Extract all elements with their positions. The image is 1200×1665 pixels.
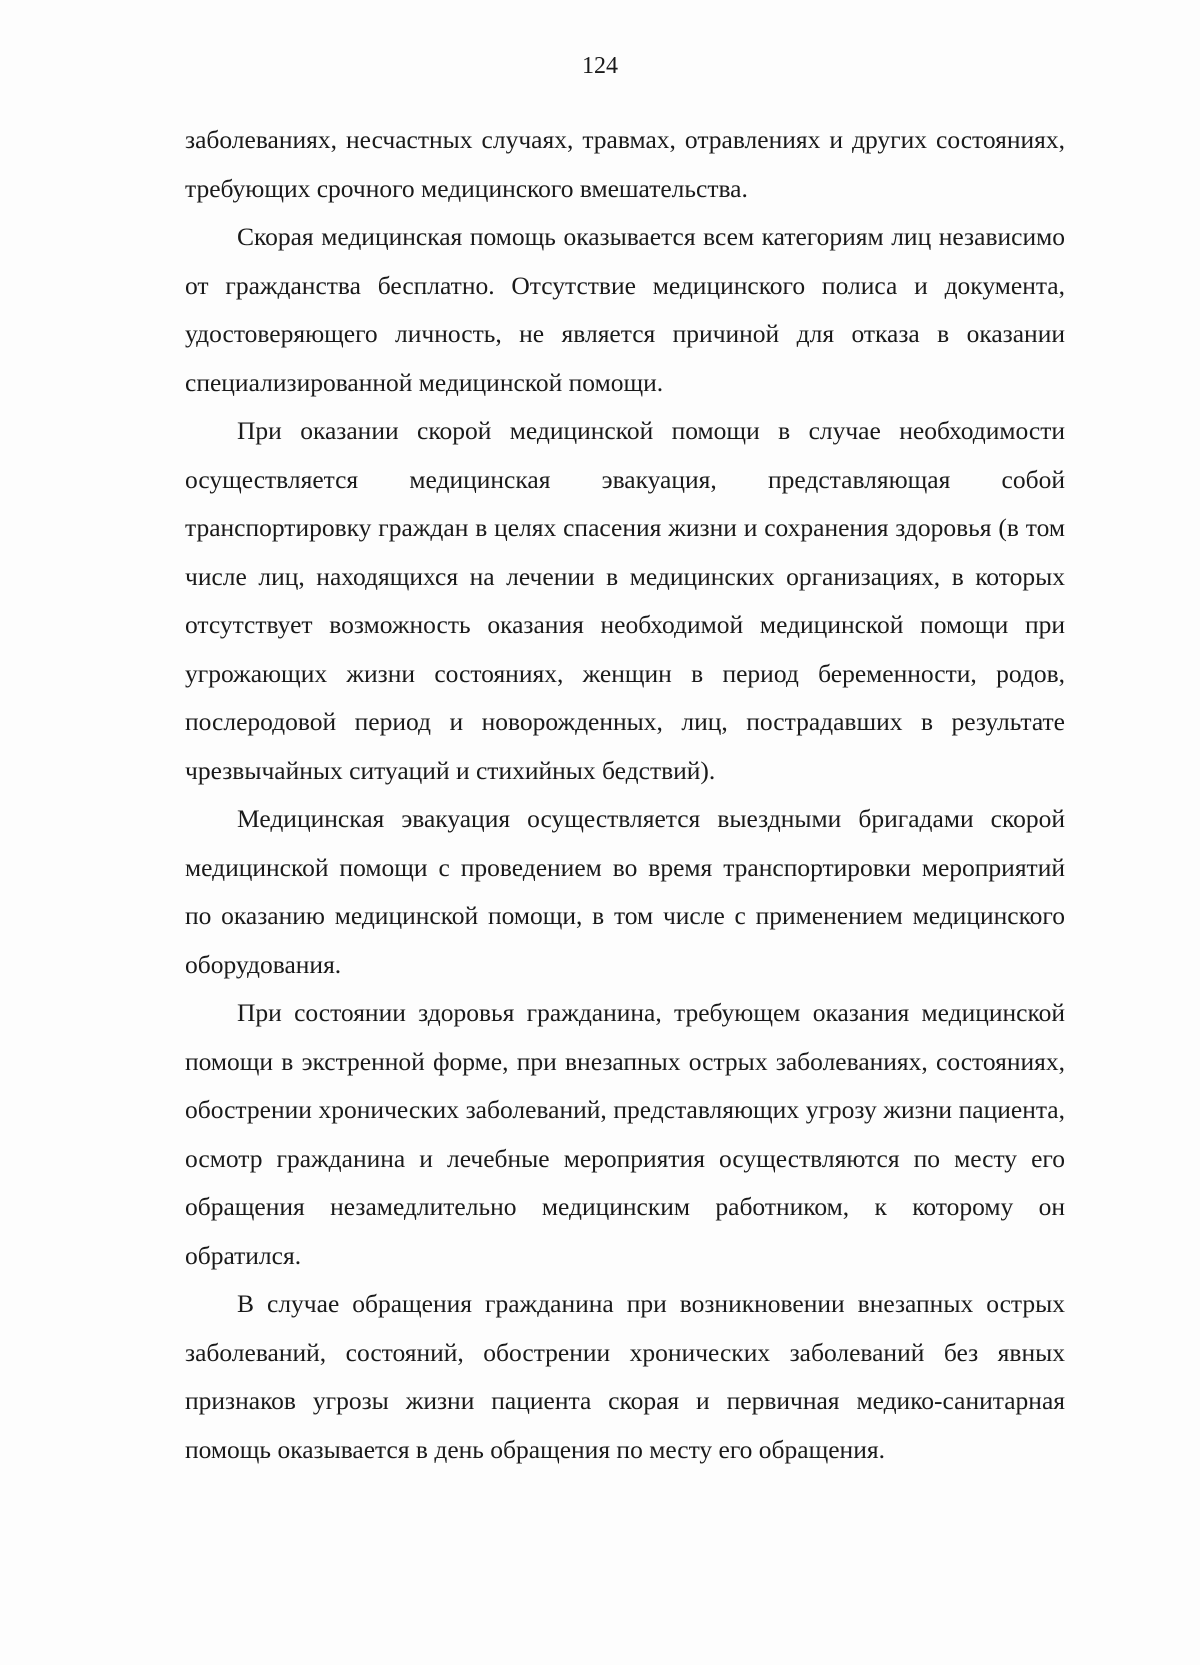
paragraph-ambulance-free: Скорая медицинская помощь оказывается всем категориям лиц независимо от гражданства бесплатно. Отсутствие медицинского полиса и документа, удостоверяющего личность, не является причиной для отказа в оказании специализированной медицинской помощи. [185, 222, 1065, 397]
paragraph-continuation: заболеваниях, несчастных случаях, травмах, отравлениях и других состояниях, требующих срочного медицинского вмешательства. [185, 125, 1065, 203]
document-body [185, 116, 1065, 1474]
paragraph-sudden-illness: В случае обращения гражданина при возникновении внезапных острых заболеваний, состояний, обострении хронических заболеваний без явных признаков угрозы жизни пациента скорая и первичная медико-санитарная помощь оказывается в день обращения по месту его обращения. [185, 1289, 1065, 1464]
paragraph-evacuation-brigades: Медицинская эвакуация осуществляется выездными бригадами скорой медицинской помощи с проведением во время транспортировки мероприятий по оказанию медицинской помощи, в том числе с применением медицинского оборудования. [185, 804, 1065, 979]
page-number: 124 [582, 53, 618, 79]
paragraph-medical-evacuation: При оказании скорой медицинской помощи в случае необходимости осуществляется медицинская эвакуация, представляющая собой транспортировку граждан в целях спасения жизни и сохранения здоровья (в том числе лиц, находящихся на лечении в медицинских организациях, в которых отсутствует возможность оказания необходимой медицинской помощи при угрожающих жизни состояниях, женщин в период беременности, родов, послеродовой период и новорожденных, лиц, пострадавших в результате чрезвычайных ситуаций и стихийных бедствий). [185, 416, 1065, 785]
paragraph-emergency-form: При состоянии здоровья гражданина, требующем оказания медицинской помощи в экстренной форме, при внезапных острых заболеваниях, состояниях, обострении хронических заболеваний, представляющих угрозу жизни пациента, осмотр гражданина и лечебные мероприятия осуществляются по месту его обращения незамедлительно медицинским работником, к которому он обратился. [185, 998, 1065, 1270]
